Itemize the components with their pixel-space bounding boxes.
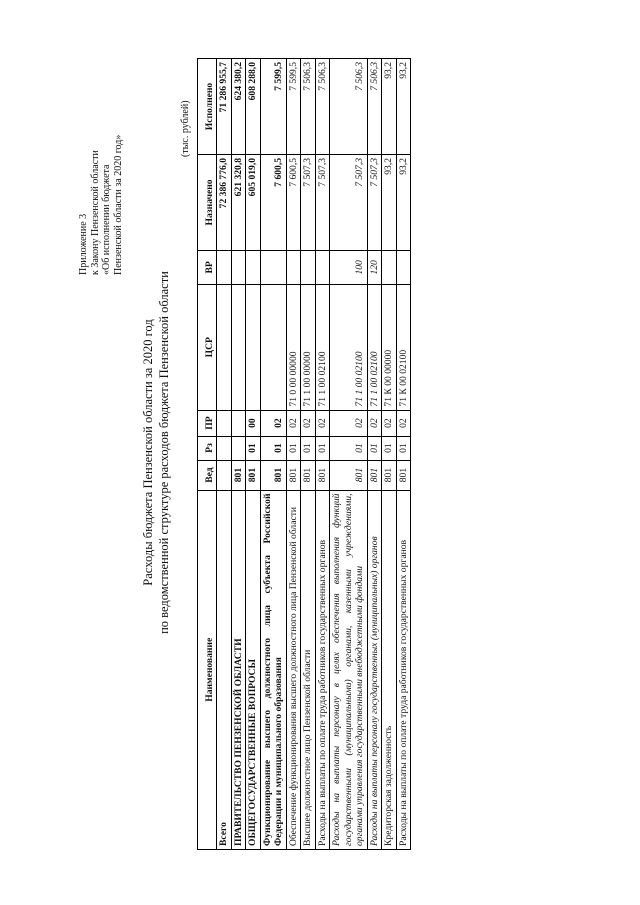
rz-cell: 01 [286, 436, 301, 460]
pr-cell [231, 410, 246, 436]
row-name: Расходы на выплаты персоналу государственных (муниципальных) органов [367, 490, 382, 849]
pr-cell: 02 [315, 410, 330, 436]
column-header: ПР [198, 410, 217, 436]
document-title: Расходы бюджета Пензенской области за 2020 год [141, 319, 155, 586]
vr-cell [301, 250, 316, 284]
row-name: Функционирование высшего должностного лица субъекта Российской Федерации и муниципального образования [260, 490, 286, 849]
column-header: Вед [198, 460, 217, 490]
ved-cell: 801 [367, 460, 382, 490]
document-subtitle: по ведомственной структуре расходов бюджета Пензенской области [157, 271, 171, 634]
csr-cell: 71 К 00 02100 [396, 284, 411, 410]
ved-cell: 801 [315, 460, 330, 490]
planned-cell: 621 320,8 [231, 154, 246, 250]
executed-cell: 7 506,3 [301, 59, 316, 155]
pr-cell: 02 [367, 410, 382, 436]
ved-cell: 801 [301, 460, 316, 490]
ved-cell: 801 [330, 460, 368, 490]
vr-cell: 100 [330, 250, 368, 284]
ved-cell: 801 [260, 460, 286, 490]
pr-cell: 02 [396, 410, 411, 436]
executed-cell: 7 506,3 [330, 59, 368, 155]
csr-cell: 71 1 00 02100 [315, 284, 330, 410]
csr-cell [217, 284, 232, 410]
appendix-note [78, 135, 124, 275]
table-row [396, 59, 411, 850]
appendix-line: Пензенской области за 2020 год» [112, 134, 124, 275]
ved-cell: 801 [231, 460, 246, 490]
vr-cell [396, 250, 411, 284]
row-name: Высшее должностное лицо Пензенской области [301, 490, 316, 849]
rz-cell: 01 [315, 436, 330, 460]
budget-table [197, 58, 411, 850]
csr-cell: 71 К 00 00000 [382, 284, 397, 410]
row-name: Расходы на выплаты по оплате труда работников государственных органов [315, 490, 330, 849]
planned-cell: 605 019,0 [246, 154, 261, 250]
table-row [231, 59, 246, 850]
planned-cell: 93,2 [382, 154, 397, 250]
rz-cell: 01 [330, 436, 368, 460]
appendix-line: к Закону Пензенской области [89, 150, 101, 275]
row-name: Всего [217, 490, 232, 849]
rz-cell: 01 [246, 436, 261, 460]
csr-cell [231, 284, 246, 410]
executed-cell: 7 599,5 [286, 59, 301, 155]
vr-cell [246, 250, 261, 284]
vr-cell: 120 [367, 250, 382, 284]
column-header: ЦСР [198, 284, 217, 410]
vr-cell [260, 250, 286, 284]
table-header-row [198, 59, 217, 850]
vr-cell [286, 250, 301, 284]
vr-cell [231, 250, 246, 284]
row-name: ОБЩЕГОСУДАРСТВЕННЫЕ ВОПРОСЫ [246, 490, 261, 849]
executed-cell: 608 288,0 [246, 59, 261, 155]
column-header: Назначено [198, 154, 217, 250]
planned-cell: 7 600,5 [286, 154, 301, 250]
units-label: (тыс. рублей) [180, 100, 191, 157]
pr-cell [217, 410, 232, 436]
executed-cell: 7 506,3 [315, 59, 330, 155]
table-row [217, 59, 232, 850]
executed-cell: 93,2 [382, 59, 397, 155]
row-name: Расходы на выплаты по оплате труда работников государственных органов [396, 490, 411, 849]
ved-cell [217, 460, 232, 490]
pr-cell: 02 [382, 410, 397, 436]
csr-cell: 71 1 00 02100 [330, 284, 368, 410]
planned-cell: 7 507,3 [301, 154, 316, 250]
pr-cell: 02 [286, 410, 301, 436]
planned-cell: 72 386 776,0 [217, 154, 232, 250]
rz-cell: 01 [260, 436, 286, 460]
column-header: Исполнено [198, 59, 217, 155]
ved-cell: 801 [382, 460, 397, 490]
vr-cell [382, 250, 397, 284]
vr-cell [315, 250, 330, 284]
rz-cell: 01 [367, 436, 382, 460]
column-header: Рз [198, 436, 217, 460]
rz-cell [231, 436, 246, 460]
row-name: Кредиторская задолженность [382, 490, 397, 849]
table-row [286, 59, 301, 850]
pr-cell: 02 [330, 410, 368, 436]
executed-cell: 93,2 [396, 59, 411, 155]
planned-cell: 7 507,3 [367, 154, 382, 250]
vr-cell [217, 250, 232, 284]
table-row [246, 59, 261, 850]
planned-cell: 7 507,3 [315, 154, 330, 250]
executed-cell: 71 286 955,7 [217, 59, 232, 155]
rz-cell: 01 [382, 436, 397, 460]
csr-cell: 71 1 00 02100 [367, 284, 382, 410]
table-row [367, 59, 382, 850]
pr-cell: 00 [246, 410, 261, 436]
csr-cell [260, 284, 286, 410]
column-header: ВР [198, 250, 217, 284]
table-row [301, 59, 316, 850]
row-name: ПРАВИТЕЛЬСТВО ПЕНЗЕНСКОЙ ОБЛАСТИ [231, 490, 246, 849]
row-name: Обеспечение функционирования высшего должностного лица Пензенской области [286, 490, 301, 849]
row-name: Расходы на выплаты персоналу в целях обеспечения выполнения функций государственными (муниципальными) органами, казенными учреждениями, органами управления государственными внебюджетными фондами [330, 490, 368, 849]
ved-cell: 801 [286, 460, 301, 490]
pr-cell: 02 [301, 410, 316, 436]
planned-cell: 93,2 [396, 154, 411, 250]
table-body [217, 59, 411, 850]
rz-cell: 01 [301, 436, 316, 460]
appendix-line: «Об исполнении бюджета [101, 164, 112, 275]
ved-cell: 801 [396, 460, 411, 490]
column-header: Наименование [198, 490, 217, 849]
planned-cell: 7 507,3 [330, 154, 368, 250]
csr-cell [246, 284, 261, 410]
table-row [260, 59, 286, 850]
csr-cell: 71 1 00 00000 [301, 284, 316, 410]
csr-cell: 71 0 00 00000 [286, 284, 301, 410]
planned-cell: 7 600,5 [260, 154, 286, 250]
table-row [330, 59, 368, 850]
ved-cell: 801 [246, 460, 261, 490]
table-row [315, 59, 330, 850]
executed-cell: 624 380,2 [231, 59, 246, 155]
rz-cell: 01 [396, 436, 411, 460]
appendix-line: Приложение 3 [78, 213, 89, 275]
pr-cell: 02 [260, 410, 286, 436]
executed-cell: 7 599,5 [260, 59, 286, 155]
executed-cell: 7 506,3 [367, 59, 382, 155]
rz-cell [217, 436, 232, 460]
table-row [382, 59, 397, 850]
